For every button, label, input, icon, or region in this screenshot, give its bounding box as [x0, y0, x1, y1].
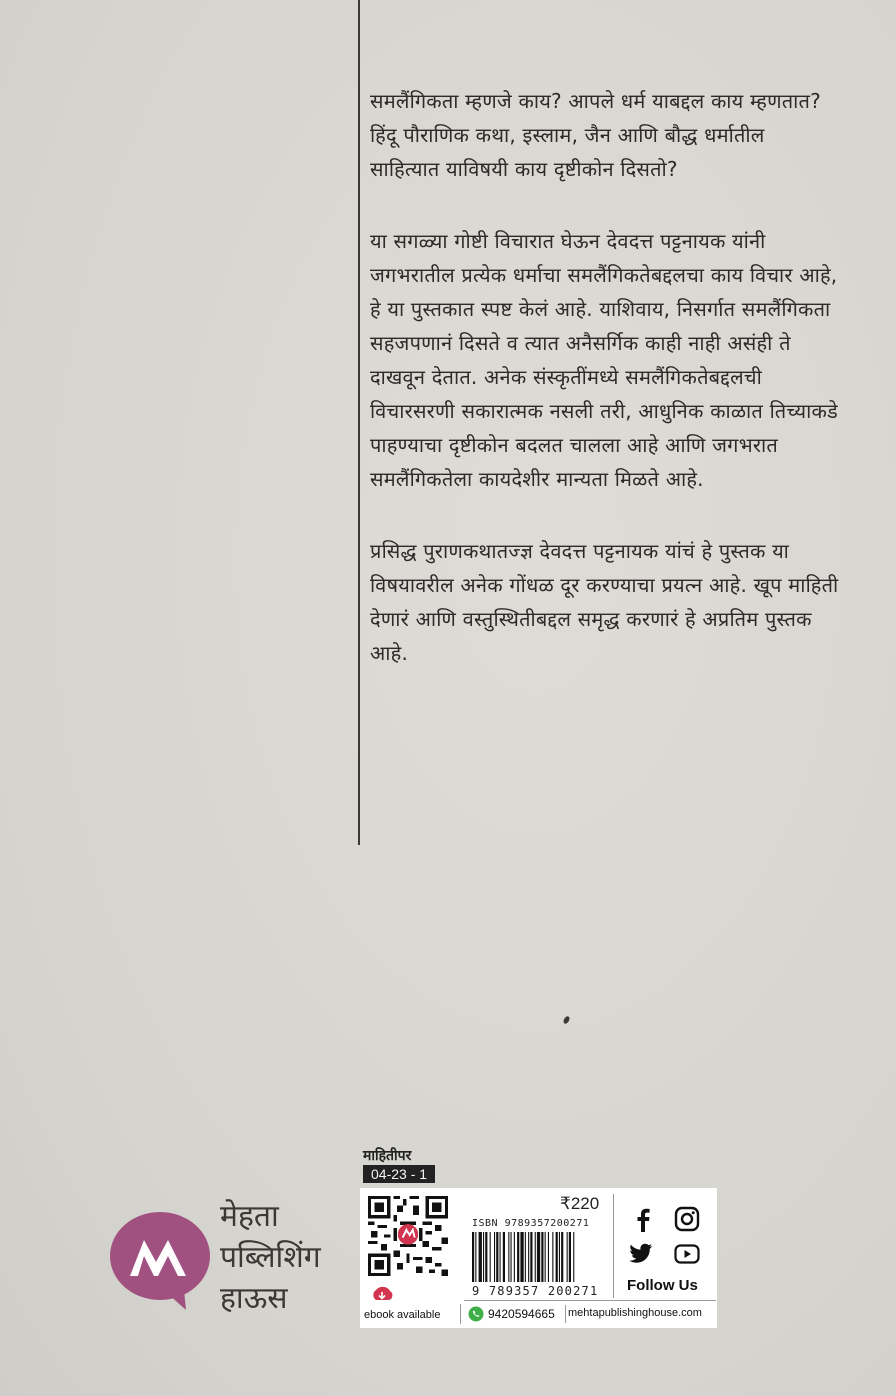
- ebook-download-icon[interactable]: [370, 1284, 394, 1304]
- panel-divider: [613, 1194, 614, 1298]
- blurb-paragraph-1: समलैंगिकता म्हणजे काय? आपले धर्म याबद्दल काय म्हणतात? हिंदू पौराणिक कथा, इस्लाम, जैन आणि बौद्ध धर्मातील साहित्यात याविषयी काय दृष्टीकोन दिसतो?: [370, 89, 821, 181]
- instagram-icon[interactable]: [674, 1206, 700, 1232]
- price: ₹220: [560, 1194, 600, 1213]
- publisher-name-line-3: हाऊस: [220, 1281, 288, 1316]
- contact-divider: [565, 1305, 566, 1323]
- blurb: [370, 84, 840, 708]
- blurb-paragraph-3: प्रसिद्ध पुराणकथातज्ज्ञ देवदत्त पट्टनायक यांचं हे पुस्तक या विषयावरील अनेक गोंधळ दूर करण्याचा प्रयत्न आहे. खूप माहिती देणारं आणि वस्तुस्थितीबद्दल समृद्ध करणारं हे अप्रतिम पुस्तक आहे.: [370, 539, 839, 665]
- website-link[interactable]: mehtapublishinghouse.com: [568, 1307, 702, 1319]
- paper-speck: [562, 1015, 570, 1024]
- category-code: 04-23 - 1: [363, 1165, 435, 1183]
- blurb-paragraph-2: या सगळ्या गोष्टी विचारात घेऊन देवदत्त पट्टनायक यांनी जगभरातील प्रत्येक धर्माचा समलैंगिकतेबद्दलचा काय विचार आहे, हे या पुस्तकात स्पष्ट केलं आहे. याशिवाय, निसर्गात समलैंगिकता सहजपणानं दिसते व त्यात अनैसर्गिक काही नाही असंही ते दाखवून देतात. अनेक संस्कृतींमध्ये समलैंगिकतेबद्दलची विचारसरणी सकारात्मक नसली तरी, आधुनिक काळात तिच्याकडे पाहण्याचा दृष्टीकोन बदलत चालला आहे आणि जगभरात समलैंगिकतेला कायदेशीर मान्यता मिळते आहे.: [370, 229, 838, 491]
- category-block: [363, 1147, 435, 1183]
- youtube-icon[interactable]: [674, 1241, 700, 1267]
- barcode-number: 9 789357 200271: [472, 1284, 599, 1298]
- ebook-divider: [460, 1304, 461, 1324]
- publisher-name: [220, 1196, 321, 1319]
- whatsapp-icon[interactable]: [468, 1306, 484, 1322]
- publisher-name-line-2: पब्लिशिंग: [220, 1240, 321, 1275]
- panel-bottom-divider: [464, 1300, 716, 1301]
- category-label: माहितीपर: [363, 1147, 412, 1163]
- isbn-label: ISBN 9789357200271: [472, 1218, 590, 1229]
- follow-us-label: Follow Us: [627, 1277, 698, 1294]
- publisher-name-line-1: मेहता: [220, 1199, 279, 1234]
- qr-code-icon[interactable]: [368, 1196, 448, 1276]
- twitter-icon[interactable]: [628, 1240, 654, 1266]
- vertical-rule: [358, 0, 360, 845]
- info-panel: [360, 1188, 717, 1328]
- ebook-available-label: ebook available: [364, 1309, 441, 1321]
- barcode-icon: [470, 1232, 610, 1282]
- facebook-icon[interactable]: [630, 1206, 656, 1232]
- phone-number[interactable]: 9420594665: [488, 1307, 555, 1321]
- speech-bubble-logo-icon: [108, 1210, 212, 1310]
